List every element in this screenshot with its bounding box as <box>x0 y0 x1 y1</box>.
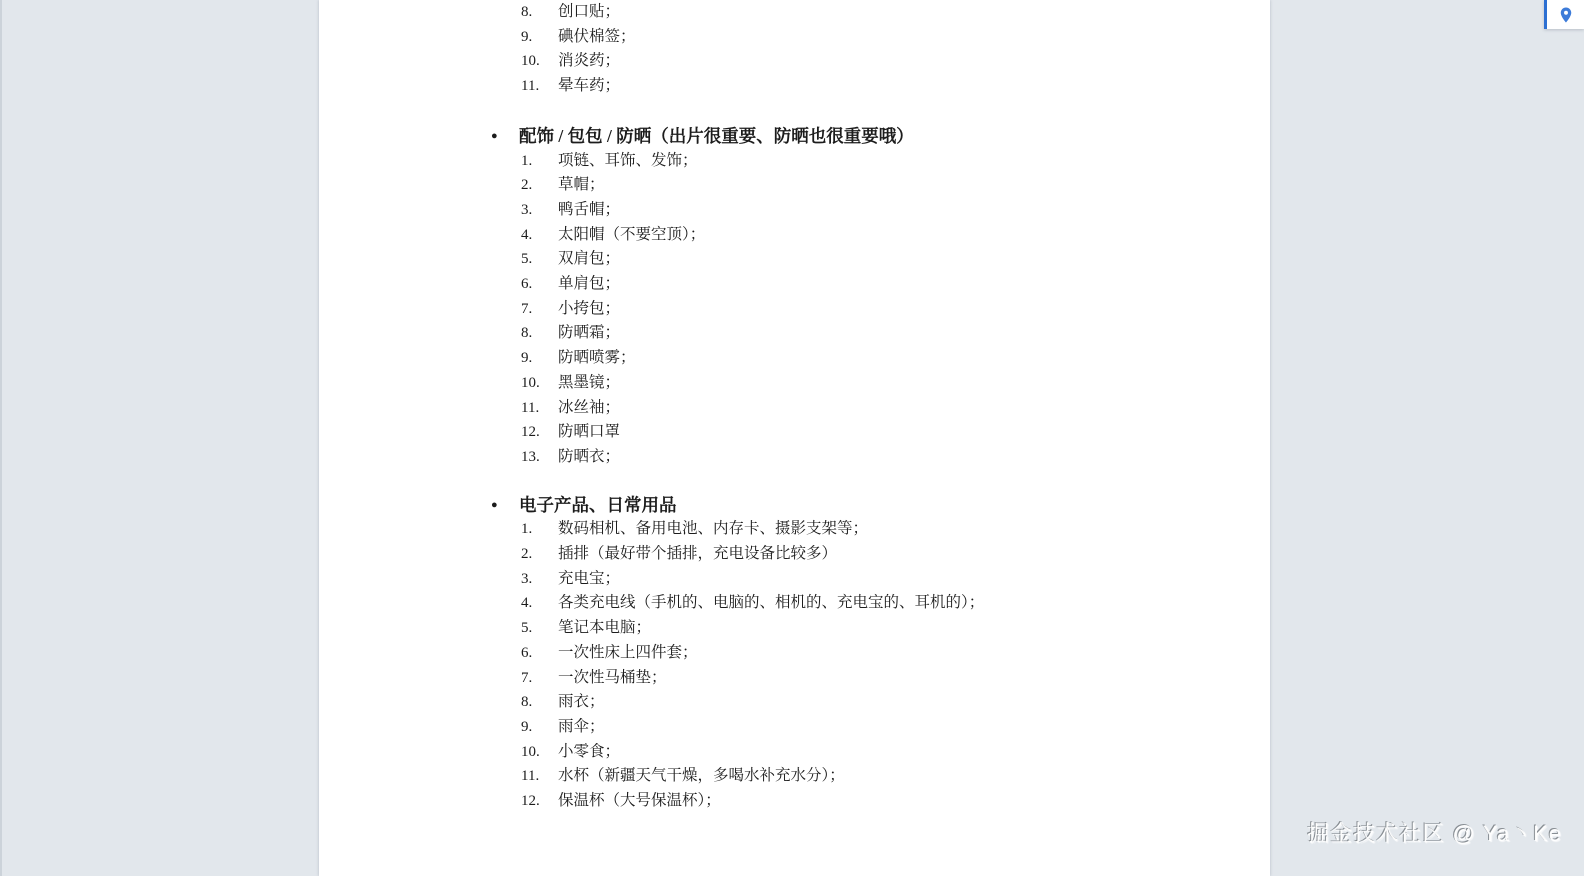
list-item <box>319 715 1270 740</box>
list-text: 小挎包； <box>558 299 621 317</box>
list-text: 防晒霜； <box>558 324 621 342</box>
list-number: 10. <box>521 374 540 391</box>
list-item <box>319 641 1270 666</box>
list-item <box>319 542 1270 567</box>
list-item <box>319 445 1270 470</box>
list-number: 2. <box>521 177 533 194</box>
list-item <box>319 25 1270 50</box>
list-text: 单肩包； <box>558 275 621 293</box>
list-item <box>319 764 1270 789</box>
list-text: 消炎药； <box>558 52 621 70</box>
section-title: 配饰 / 包包 / 防晒（出片很重要、防晒也很重要哦） <box>519 125 914 146</box>
list-item <box>319 173 1270 198</box>
location-pin-icon <box>1557 6 1575 24</box>
list-text: 充电宝； <box>558 569 621 587</box>
sections <box>319 124 1270 814</box>
list-item <box>319 321 1270 346</box>
list-number: 8. <box>521 694 533 711</box>
list-item <box>319 396 1270 421</box>
list-text: 雨伞； <box>558 717 605 735</box>
list-text: 防晒口罩 <box>558 423 621 441</box>
list-item <box>319 567 1270 592</box>
list-number: 11. <box>521 78 540 95</box>
list-text: 项链、耳饰、发饰； <box>558 151 698 169</box>
list-text: 晕车药； <box>558 77 621 95</box>
list-item <box>319 371 1270 396</box>
section-header <box>319 124 1270 149</box>
list-number: 5. <box>521 251 533 268</box>
list-item <box>319 74 1270 99</box>
section-header <box>319 493 1270 518</box>
list-number: 9. <box>521 28 533 45</box>
list-item <box>319 690 1270 715</box>
list-item <box>319 0 1270 25</box>
list-item <box>319 346 1270 371</box>
list-item <box>319 198 1270 223</box>
list-number: 1. <box>521 521 533 538</box>
list-text: 水杯（新疆天气干燥，多喝水补充水分）； <box>558 767 845 785</box>
list-number: 3. <box>521 570 533 587</box>
document-page <box>319 0 1270 876</box>
list-number: 8. <box>521 325 533 342</box>
list-text: 防晒喷雾； <box>558 349 636 367</box>
list-text: 草帽； <box>558 176 605 194</box>
list-text: 太阳帽（不要空顶）； <box>558 225 706 243</box>
list-number: 9. <box>521 718 533 735</box>
list-number: 9. <box>521 350 533 367</box>
list-number: 12. <box>521 424 540 441</box>
list-item <box>319 420 1270 445</box>
list-text: 一次性马桶垫； <box>558 668 667 686</box>
list-item <box>319 789 1270 814</box>
list-item <box>319 149 1270 174</box>
leading-list <box>319 0 1270 99</box>
list-item <box>319 297 1270 322</box>
list-item <box>319 247 1270 272</box>
list-text: 双肩包； <box>558 250 621 268</box>
list-number: 11. <box>521 768 540 785</box>
list-text: 小零食； <box>558 742 621 760</box>
list-number: 7. <box>521 669 533 686</box>
document-content <box>319 0 1270 814</box>
list-text: 笔记本电脑； <box>558 619 652 637</box>
watermark: 掘金技术社区 @ Ya丶Ke <box>1307 821 1562 846</box>
list-number: 12. <box>521 793 540 810</box>
section-title: 电子产品、日常用品 <box>519 494 677 515</box>
list-text: 各类充电线（手机的、电脑的、相机的、充电宝的、耳机的）； <box>558 594 985 612</box>
bullet-icon: ● <box>491 498 498 511</box>
list-number: 1. <box>521 152 533 169</box>
list-text: 数码相机、备用电池、内存卡、摄影支架等； <box>558 520 869 538</box>
section <box>319 493 1270 814</box>
list-number: 7. <box>521 300 533 317</box>
list-item <box>319 591 1270 616</box>
list-number: 4. <box>521 226 533 243</box>
list-text: 黑墨镜； <box>558 373 621 391</box>
list-number: 3. <box>521 201 533 218</box>
list-number: 6. <box>521 644 533 661</box>
list-item <box>319 616 1270 641</box>
list-item <box>319 666 1270 691</box>
list-number: 11. <box>521 399 540 416</box>
list-item <box>319 49 1270 74</box>
list-number: 10. <box>521 53 540 70</box>
list-number: 13. <box>521 448 540 465</box>
list-number: 2. <box>521 546 533 563</box>
list-text: 鸭舌帽； <box>558 200 621 218</box>
list-text: 保温杯（大号保温杯）； <box>558 792 721 810</box>
list-number: 4. <box>521 595 533 612</box>
list-number: 5. <box>521 620 533 637</box>
list-text: 碘伏棉签； <box>558 27 636 45</box>
location-pin-button[interactable] <box>1544 0 1584 29</box>
list-text: 冰丝袖； <box>558 398 621 416</box>
list-text: 雨衣； <box>558 693 605 711</box>
list-text: 插排（最好带个插排，充电设备比较多） <box>558 545 838 563</box>
list-item <box>319 272 1270 297</box>
list-text: 创口贴； <box>558 3 621 20</box>
list-text: 防晒衣； <box>558 447 621 465</box>
list-number: 8. <box>521 4 533 20</box>
list-item <box>319 223 1270 248</box>
list-number: 6. <box>521 276 533 293</box>
list-item <box>319 740 1270 765</box>
bullet-icon: ● <box>491 129 498 142</box>
list-number: 10. <box>521 743 540 760</box>
list-text: 一次性床上四件套； <box>558 643 698 661</box>
list-item <box>319 517 1270 542</box>
section <box>319 124 1270 470</box>
